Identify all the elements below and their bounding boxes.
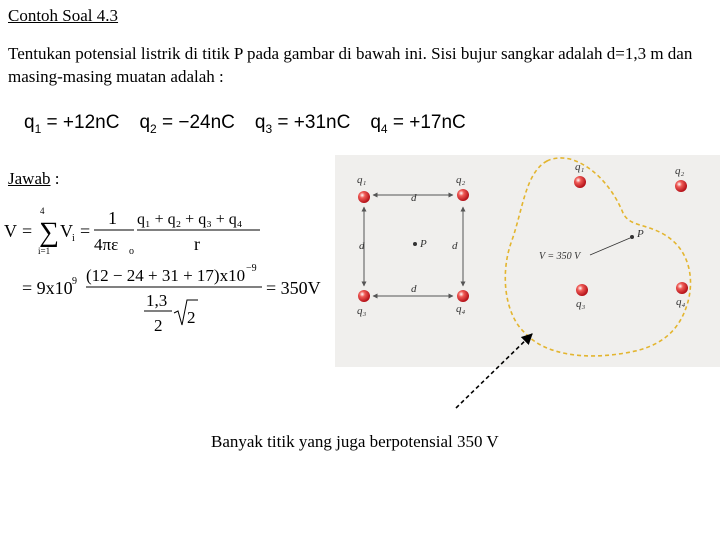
sigma-symbol: ∑: [39, 217, 59, 248]
point-p-right: [630, 235, 634, 239]
point-p-left: [413, 242, 417, 246]
label-q1-left: q₁: [357, 174, 367, 186]
line2-prefix-sup: 9: [72, 276, 77, 287]
charge-q3-ball: [358, 290, 370, 302]
label-q3-right: q₃: [576, 298, 586, 310]
label-q1-right: q₁: [575, 161, 585, 173]
eq-equals-2: =: [80, 221, 91, 241]
dashed-arrow-line: [456, 334, 532, 408]
label-d-right: d: [452, 240, 458, 252]
label-v-350: V = 350 V: [539, 251, 581, 262]
charge-q4-ball: [457, 290, 469, 302]
charge-q3-ball-right: [576, 284, 588, 296]
sum-upper: 4: [40, 206, 45, 216]
frac2-num: q₁ + q₂ + q₃ + q₄: [137, 211, 243, 228]
eq-equals: =: [22, 221, 33, 241]
label-q3-left: q₃: [357, 305, 367, 317]
frac3-num: (12 − 24 + 31 + 17)x10: [86, 266, 246, 285]
frac1-den-sub: o: [129, 246, 134, 257]
label-q2-left: q₂: [456, 174, 466, 186]
eq-vi-sub: i: [72, 233, 75, 244]
label-d-left: d: [359, 240, 365, 252]
answer-label: Jawab :: [8, 169, 60, 188]
eq-v: V: [4, 221, 17, 241]
sum-lower: i=1: [38, 246, 51, 256]
label-d-bottom: d: [411, 283, 417, 295]
line2-prefix: = 9x10: [22, 278, 73, 298]
charge-q4-ball-right: [676, 282, 688, 294]
problem-statement: Tentukan potensial listrik di titik P pada gambar di bawah ini. Sisi bujur sangkar adalah d=1,3 m dan masing-masing muatan adalah :: [8, 44, 693, 86]
frac3-num-sup: −9: [246, 263, 257, 274]
frac3-den-num: 1,3: [146, 291, 168, 310]
label-q4-right: q₄: [676, 296, 686, 308]
charge-q1: $q_1 = +12nC$: [24, 112, 120, 136]
label-q4-left: q₄: [456, 303, 466, 315]
frac2-den: r: [194, 234, 200, 254]
charge-values: [24, 112, 466, 138]
frac1-num: 1: [108, 208, 117, 228]
frac1-den: 4πε: [94, 235, 119, 254]
label-p-left: P: [420, 238, 427, 250]
frac3-den-den: 2: [154, 316, 163, 335]
result: = 350V: [266, 278, 321, 298]
figure-caption: Banyak titik yang juga berpotensial 350 V: [211, 432, 499, 451]
label-q2-right: q₂: [675, 165, 685, 177]
pointer-arrow: [440, 320, 550, 415]
eq-vi: V: [60, 221, 73, 241]
charge-q4: $q_4 = +17nC$: [370, 112, 466, 136]
label-p-right: P: [637, 228, 644, 240]
charge-q2-ball-right: [675, 180, 687, 192]
charge-q2-ball: [457, 189, 469, 201]
label-d-top: d: [411, 192, 417, 204]
charge-q2: $q_2 = -24nC$: [139, 112, 235, 136]
charge-q1-ball: [358, 191, 370, 203]
frac3-root: 2: [187, 308, 196, 327]
solution-equation: [0, 200, 330, 350]
example-title: Contoh Soal 4.3: [8, 6, 119, 25]
charge-q3: $q_3 = +31nC$: [254, 112, 351, 136]
charge-q1-ball-right: [574, 176, 586, 188]
